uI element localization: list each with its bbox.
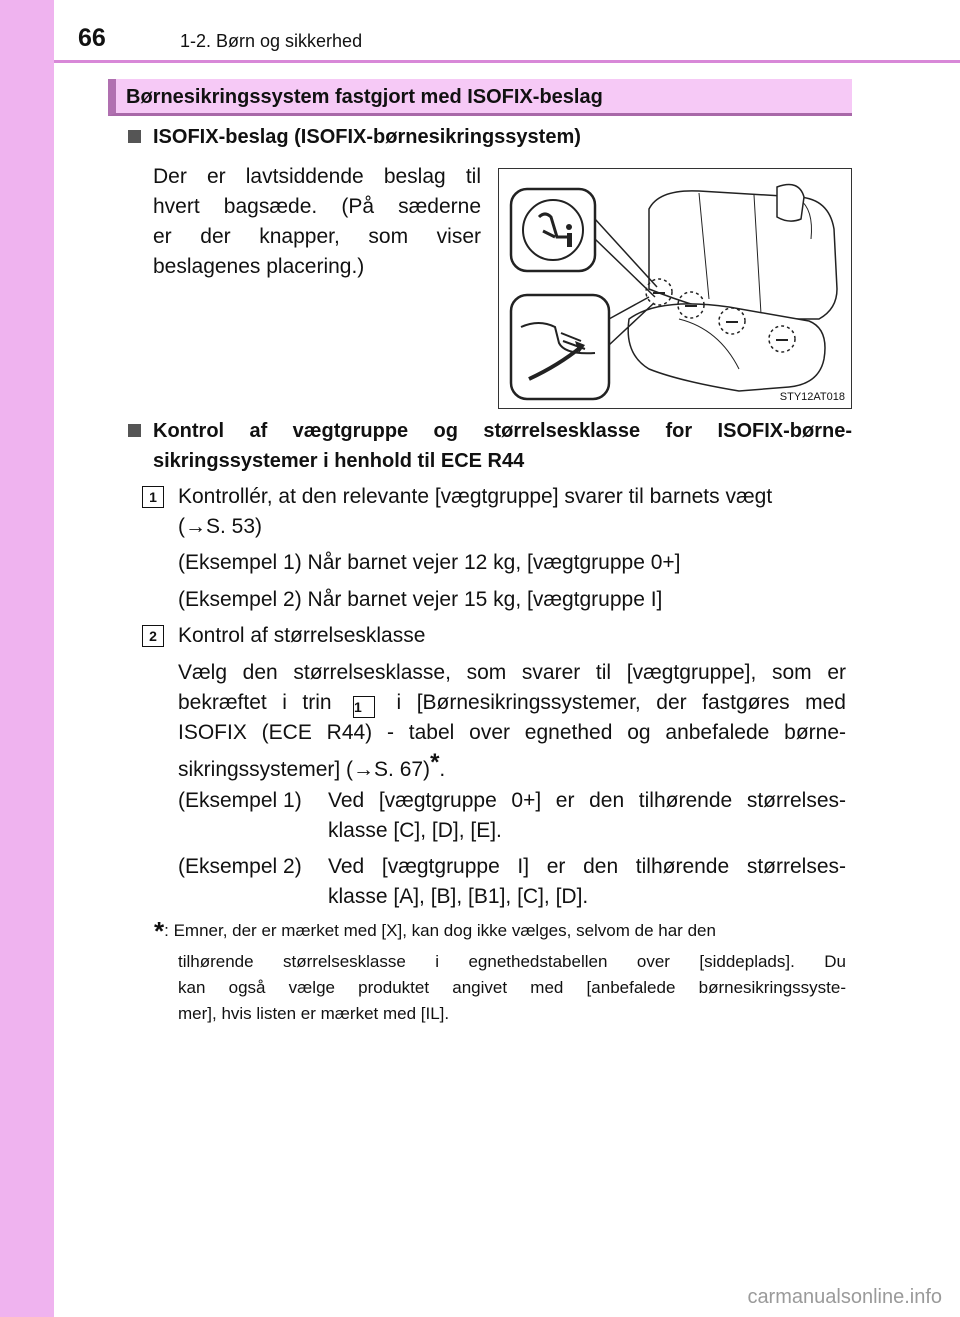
footnote-line-3: kan også vælge produktet angivet med [anbefalede børnesikringssyste- [178, 978, 846, 997]
step2-example-2-label: (Eksempel 2) [178, 855, 302, 878]
figure-code: STY12AT018 [779, 391, 845, 403]
footnote-line-4: mer], hvis listen er mærket med [IL]. [178, 1004, 450, 1023]
step2-line-2: bekræftet i trin 1 i [Børnesikringssystemer, der fastgøres med [178, 688, 846, 718]
isofix-heading: ISOFIX-beslag (ISOFIX-børnesikringssystem) [153, 126, 581, 148]
step2-line-4: sikringssystemer] (→S. 67)*. [178, 749, 446, 781]
isofix-line-3: er der knapper, som viser [153, 225, 481, 248]
header-rule [54, 60, 960, 63]
footnote-mark: * [430, 749, 440, 776]
section-title: Børnesikringssystem fastgjort med ISOFIX-beslag [126, 86, 603, 108]
check-heading-line-1: Kontrol af vægtgruppe og størrelsesklasse for ISOFIX-børne- [153, 420, 852, 442]
section-banner [108, 79, 852, 116]
step2-example-2-line-2: klasse [A], [B], [B1], [C], [D]. [328, 885, 589, 908]
isofix-line-1: Der er lavtsiddende beslag til [153, 165, 481, 188]
step2-title: Kontrol af størrelsesklasse [178, 624, 426, 647]
step-ref-box: 1 [353, 696, 375, 718]
step2-example-1-line-1: Ved [vægtgruppe 0+] er den tilhørende størrelses- [328, 789, 846, 812]
step2-example-1-line-2: klasse [C], [D], [E]. [328, 819, 502, 842]
footnote-line-1: *: Emner, der er mærket med [X], kan dog ikke vælges, selvom de har den [154, 916, 716, 946]
step1-line-2: (→S. 53) [178, 515, 263, 538]
seat-illustration [499, 169, 851, 408]
step2-example-2-line-1: Ved [vægtgruppe I] er den tilhørende størrelses- [328, 855, 846, 878]
step1-line-1: Kontrollér, at den relevante [vægtgruppe] svarer til barnets vægt [178, 485, 773, 508]
step2-example-1-label: (Eksempel 1) [178, 789, 302, 812]
step2-line-3: ISOFIX (ECE R44) - tabel over egnethed og anbefalede børne- [178, 721, 846, 744]
footnote-line-2: tilhørende størrelsesklasse i egnethedstabellen over [siddeplads]. Du [178, 952, 846, 971]
page-number: 66 [78, 24, 106, 52]
step1-example-1: (Eksempel 1) Når barnet vejer 12 kg, [vægtgruppe 0+] [178, 551, 681, 574]
chapter-title: 1-2. Børn og sikkerhed [180, 31, 363, 51]
step1-example-2: (Eksempel 2) Når barnet vejer 15 kg, [vægtgruppe I] [178, 588, 663, 611]
bullet-square [128, 424, 141, 437]
step-number-2: 2 [142, 625, 164, 647]
step2-line-1: Vælg den størrelsesklasse, som svarer til [vægtgruppe], som er [178, 661, 846, 684]
side-color-band [0, 0, 54, 1317]
bullet-square [128, 130, 141, 143]
isofix-seat-figure [498, 168, 852, 409]
step-number-1: 1 [142, 486, 164, 508]
isofix-line-4: beslagenes placering.) [153, 255, 365, 278]
isofix-line-2: hvert bagsæde. (På sæderne [153, 195, 481, 218]
check-heading-line-2: sikringssystemer i henhold til ECE R44 [153, 450, 525, 472]
watermark: carmanualsonline.info [747, 1286, 942, 1308]
